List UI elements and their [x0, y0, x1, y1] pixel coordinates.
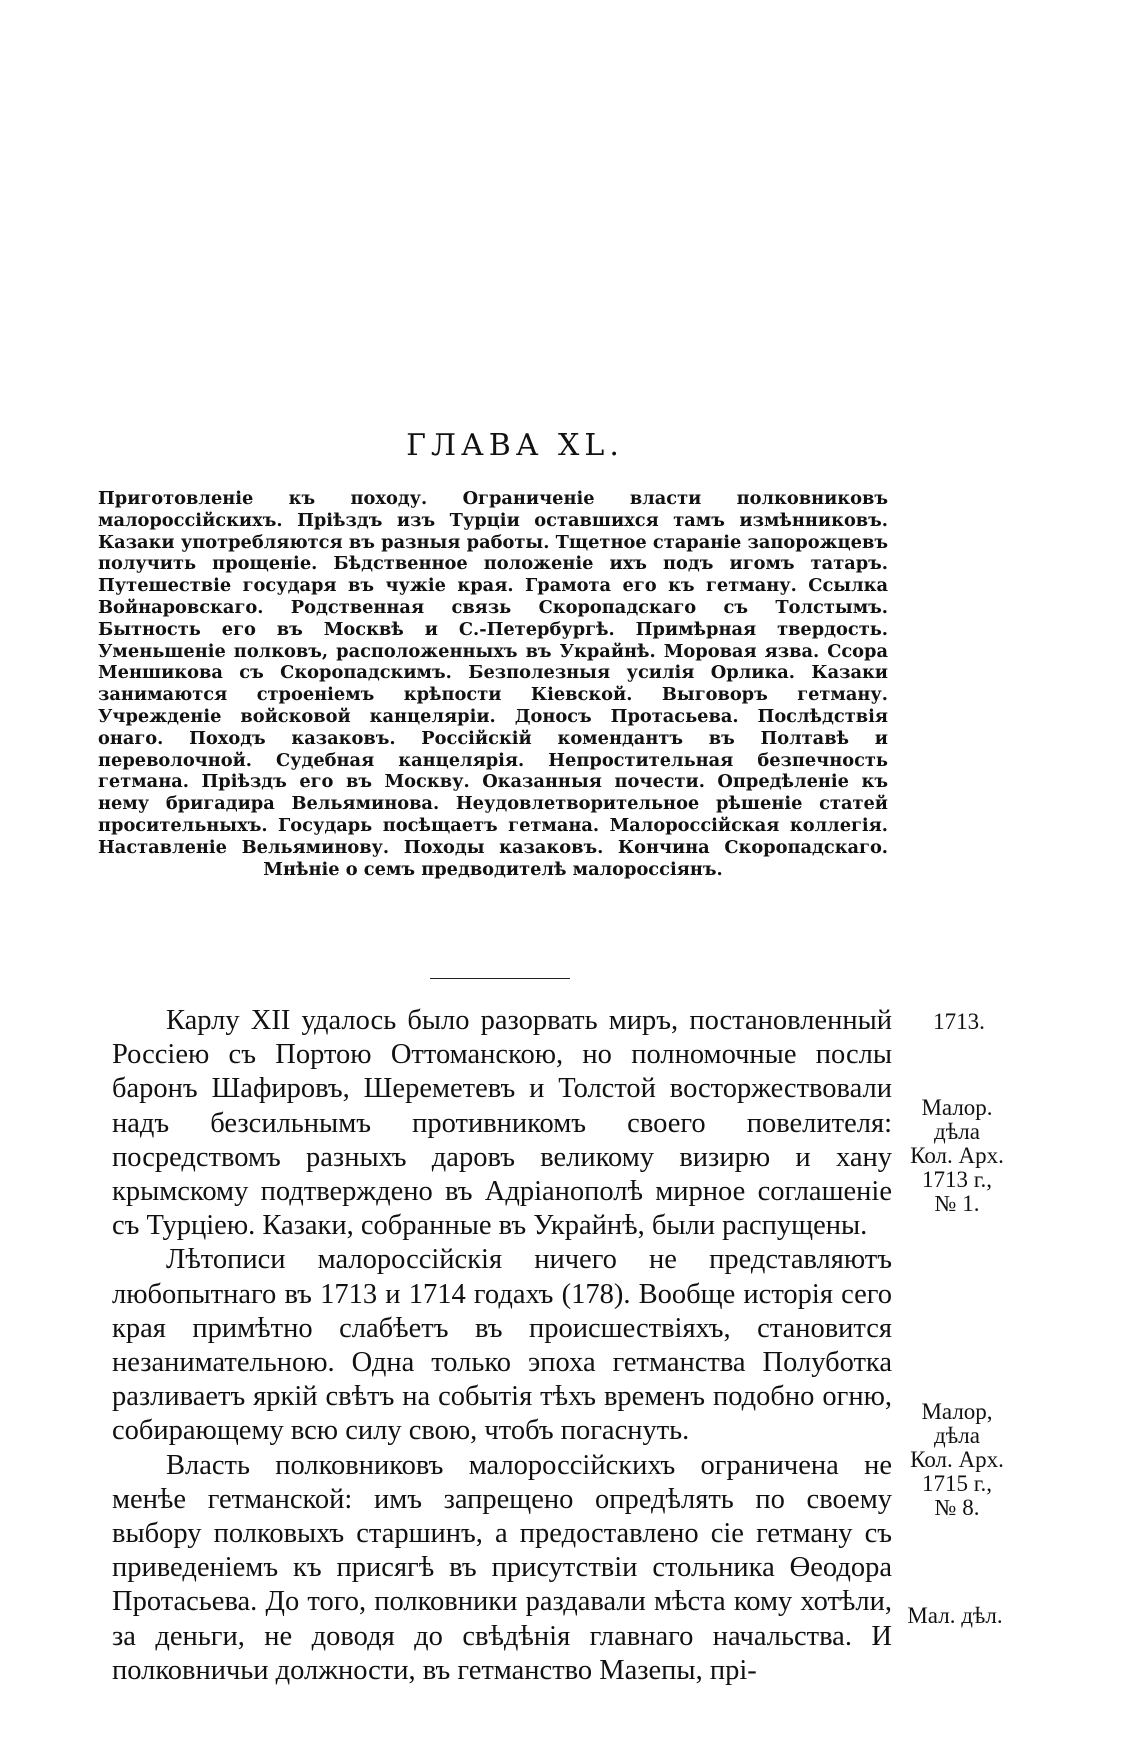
- chapter-title: ГЛАВА XL.: [406, 428, 624, 463]
- margin-note-1: Малор. дѣла Кол. Арх. 1713 г., № 1.: [910, 1095, 1004, 1216]
- paragraph-1: Карлу XII удалось было разорвать миръ, постановленный Россіею съ Портою Оттоманскою, но полномочные послы баронъ Шафировъ, Шереметевъ и Толстой восторжествовали надъ безсильнымъ противникомъ своего повелителя: посредствомъ разныхъ даровъ великому визирю и хану крымскому подтверждено въ Адріанополѣ мирное соглашеніе съ Турціею. Казаки, собранные въ Украйнѣ, были распущены.: [112, 1005, 892, 1242]
- body-text: [112, 1004, 892, 1688]
- paragraph-3: Власть полковниковъ малороссійскихъ ограничена не менѣе гетманской: имъ запрещено опредѣлять по своему выбору полковыхъ старшинъ, а предоставлено сіе гетману съ приведеніемъ къ присягѣ въ присутствіи стольника Өеодора Протасьева. До того, полковники раздавали мѣста кому хотѣли, за деньги, не доводя до свѣдѣнія главнаго начальства. И полковничьи должности, въ гетманство Мазепы, прі-: [112, 1449, 892, 1686]
- margin-note-year: 1713.: [933, 1009, 985, 1034]
- paragraph-2: Лѣтописи малороссійскія ничего не представляютъ любопытнаго въ 1713 и 1714 годахъ (178). Вообще исторія сего края примѣтно слабѣетъ въ происшествіяхъ, становится незанимательною. Одна только эпоха гетманства Полуботка разливаетъ яркій свѣтъ на событія тѣхъ временъ подобно огню, собирающему всю силу свою, чтобъ погаснуть.: [112, 1244, 892, 1447]
- chapter-summary: Приготовленіе къ походу. Ограниченіе власти полковниковъ малороссійскихъ. Пріѣздъ изъ Турціи оставшихся тамъ измѣнниковъ. Казаки употребляются въ разныя работы. Тщетное стараніе запорожцевъ получить прощеніе. Бѣдственное положеніе ихъ подъ игомъ татаръ. Путешествіе государя въ чужіе края. Грамота его къ гетману. Ссылка Войнаровскаго. Родственная связь Скоропадскаго съ Толстымъ. Бытность его въ Москвѣ и С.-Петербургѣ. Примѣрная твердость. Уменьшеніе полковъ, расположенныхъ въ Украйнѣ. Моровая язва. Ссора Меншикова съ Скоропадскимъ. Безполезныя усилія Орлика. Казаки занимаются строеніемъ крѣпости Кіевской. Выговоръ гетману. Учрежденіе войсковой канцеляріи. Доносъ Протасьева. Послѣдствія онаго. Походъ казаковъ. Россійскій комендантъ въ Полтавѣ и переволочной. Судебная канцелярія. Непростительная безпечность гетмана. Пріѣздъ его въ Москву. Оказанныя почести. Опредѣленіе къ нему бригадира Вельяминова. Неудовлетворительное рѣшеніе статей просительныхъ. Государь посѣщаетъ гетмана. Малороссійская коллегія. Наставленіе Вельяминову. Походы казаковъ. Кончина Скоропадскаго. Мнѣніе о семъ предводителѣ малороссіянъ.: [98, 488, 888, 880]
- margin-note-2: Малор, дѣла Кол. Арх. 1715 г., № 8.: [910, 1399, 1004, 1520]
- section-divider: [430, 978, 570, 979]
- margin-note-3: Мал. дѣл.: [907, 1603, 1003, 1628]
